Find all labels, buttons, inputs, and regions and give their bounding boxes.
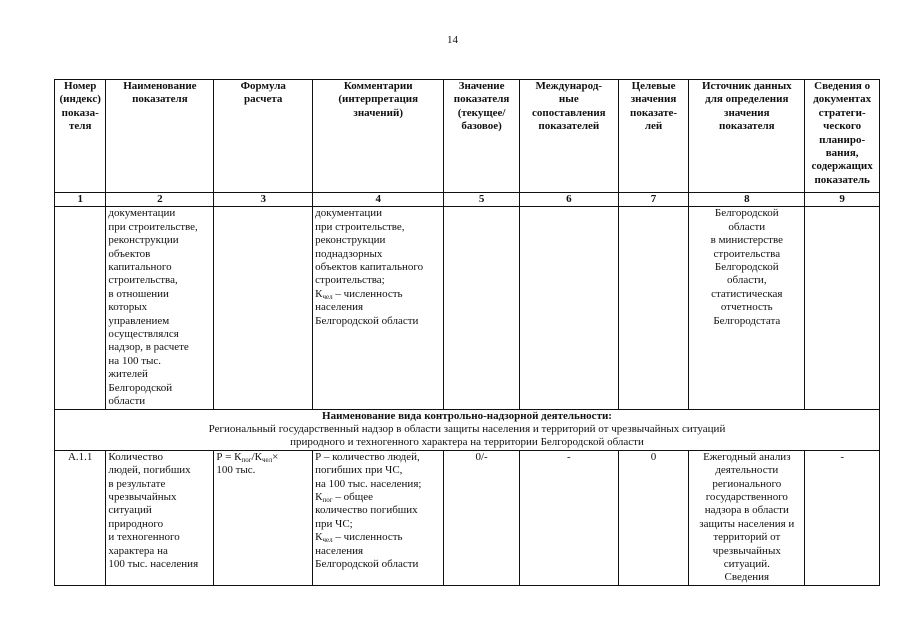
section-line: Региональный государственный надзор в области защиты населения и территорий от чрезвычайных ситуаций bbox=[208, 422, 726, 435]
column-number: 7 bbox=[618, 193, 689, 207]
page-number: 14 bbox=[447, 34, 458, 46]
section-title: Наименование вида контрольно-надзорной деятельности: bbox=[322, 409, 612, 422]
indicators-table bbox=[54, 79, 880, 586]
cell-strategic: - bbox=[805, 450, 880, 585]
header-index: Номер (индекс) показа- теля bbox=[55, 80, 106, 193]
header-value: Значение показателя (текущее/ базовое) bbox=[444, 80, 520, 193]
table-row-continued bbox=[55, 207, 880, 409]
cell-index-empty bbox=[55, 207, 106, 409]
cell-indicator-name: документации при строительстве, реконструкции объектов капитального строительства, в отношении которых управлением осуществлялся надзор, в расчете на 100 тыс. жителей Белгородской области bbox=[106, 207, 214, 409]
cell-target-empty bbox=[618, 207, 689, 409]
header-name: Наименование показателя bbox=[106, 80, 214, 193]
table-row-a11 bbox=[55, 450, 880, 585]
column-number: 9 bbox=[805, 193, 880, 207]
cell-strategic-empty bbox=[805, 207, 880, 409]
cell-comment: документации при строительстве, реконструкции поднадзорных объектов капитального строительства; $К_{чел}$ – численность населения Белгородской области bbox=[313, 207, 444, 409]
cell-international-empty bbox=[519, 207, 618, 409]
column-number: 5 bbox=[444, 193, 520, 207]
column-number: 1 bbox=[55, 193, 106, 207]
cell-source: Белгородской области в министерстве строительства Белгородской области, статистическая отчетность Белгородстата bbox=[689, 207, 805, 409]
cell-target: 0 bbox=[618, 450, 689, 585]
header-strategic: Сведения о документах стратеги- ческого планиро- вания, содержащих показатель bbox=[805, 80, 880, 193]
cell-comment: Р – количество людей, погибших при ЧС, на 100 тыс. населения; $К_{пог}$ – общее количество погибших при ЧС; $К_{чел}$ – численность населения Белгородской области bbox=[313, 450, 444, 585]
cell-value-empty bbox=[444, 207, 520, 409]
cell-value: 0/- bbox=[444, 450, 520, 585]
cell-formula: $Р = К_{пог}/К_{чел}\times$ 100 тыс. bbox=[214, 450, 313, 585]
header-international: Международ- ные сопоставления показателей bbox=[519, 80, 618, 193]
cell-index: А.1.1 bbox=[55, 450, 106, 585]
section-row bbox=[55, 409, 880, 450]
section-line: природного и техногенного характера на территории Белгородской области bbox=[290, 436, 644, 449]
cell-formula-empty bbox=[214, 207, 313, 409]
section-heading bbox=[55, 409, 880, 450]
column-number: 2 bbox=[106, 193, 214, 207]
cell-indicator-name: Количество людей, погибших в результате чрезвычайных ситуаций природного и техногенного характера на 100 тыс. населения bbox=[106, 450, 214, 585]
column-number: 8 bbox=[689, 193, 805, 207]
header-row bbox=[55, 80, 880, 193]
cell-source: Ежегодный анализ деятельности регионального государственного надзора в области защиты населения и территорий от чрезвычайных ситуаций. Сведения bbox=[689, 450, 805, 585]
column-number: 6 bbox=[519, 193, 618, 207]
header-source: Источник данных для определения значения показателя bbox=[689, 80, 805, 193]
cell-international: - bbox=[519, 450, 618, 585]
header-target: Целевые значения показате- лей bbox=[618, 80, 689, 193]
header-formula: Формула расчета bbox=[214, 80, 313, 193]
header-comments: Комментарии (интерпретация значений) bbox=[313, 80, 444, 193]
column-number: 4 bbox=[313, 193, 444, 207]
column-number-row bbox=[55, 193, 880, 207]
column-number: 3 bbox=[214, 193, 313, 207]
